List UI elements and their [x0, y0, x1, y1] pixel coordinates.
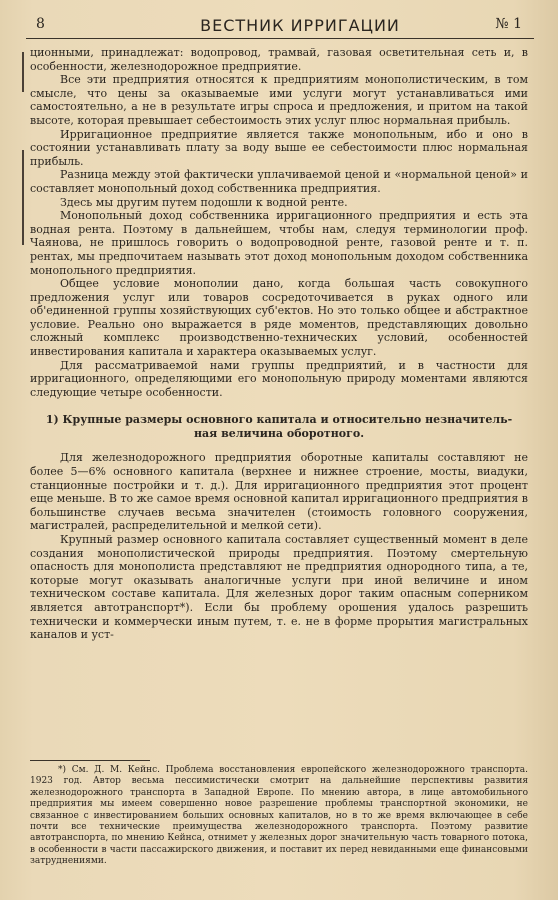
paragraph: ционными, принадлежат: водопровод, трамвай, газовая осветительная сеть и, в особенности, железнодорожное предприятие.: [30, 46, 528, 73]
header-rule: [26, 38, 534, 39]
paragraph: Все эти предприятия относятся к предприятиям монополистическим, в том смысле, что цены за оказываемые ими услуги могут устанавливаться ими самостоятельно, а не в результате игры спроса и предложения, и притом на такой высоте, которая превышает себестоимость этих услуг плюс нормальная прибыль.: [30, 73, 528, 127]
journal-title: ВЕСТНИК ИРРИГАЦИИ: [200, 16, 400, 35]
section-heading-line: 1) Крупные размеры основного капитала и относительно незначитель-: [45, 413, 513, 427]
paragraph: Крупный размер основного капитала составляет существенный момент в деле создания монополистической природы предприятия. Поэтому смертельную опасность для монополиста представляют не предприятия однородного типа, а те, которые могут оказывать аналогичные услуги при иной величине и ином техническом составе капитала. Для железных дорог таким опасным соперником является автотранспорт*). Если бы проблему орошения удалось разрешить технически и коммерчески иным путем, т. е. не в форме прорытия магистральных каналов и уст-: [30, 533, 528, 642]
section-heading-line: ная величина оборотного.: [193, 427, 365, 441]
margin-mark: [22, 52, 24, 92]
page-number: 8: [36, 16, 45, 32]
margin-mark: [22, 150, 24, 245]
issue-number: № 1: [495, 16, 522, 32]
footnote: [30, 765, 528, 868]
paragraph: Для железнодорожного предприятия оборотные капиталы составляют не более 5—6% основного капитала (верхнее и нижнее строение, мосты, виадуки, станционные постройки и т. д.). Для ирригационного предприятия этот процент еще меньше. В то же самое время основной капитал ирригационного предприятия в большинстве случаев весьма значителен (стоимость головного сооружения, магистралей, распределительной и мелкой сети).: [30, 451, 528, 533]
footnote-text: *) См. Д. М. Кейнс. Проблема восстановления европейского железнодорожного транспорта. 1923 год. Автор весьма пессимистически смотрит на дальнейшие перспективы развития железнодорожного транспорта в Западной Европе. По мнению автора, в лице автомобильного предприятия мы имеем совершенно новое разрешение проблемы транспортной экономики, не связанное с инвестированием больших основных капиталов, но в то же время включающее в себе почти все технические преимущества железнодорожного транспорта. Поэтому развитие автотранспорта, по мнению Кейнса, отнимет у железных дорог значительную часть товарного потока, в особенности в части пассажирского движения, и поставит их перед невиданными еще финансовыми затруднениями.: [30, 765, 528, 867]
paragraph: Здесь мы другим путем подошли к водной ренте.: [60, 195, 348, 209]
paragraph: Общее условие монополии дано, когда большая часть совокупного предложения услуг или товаров сосредоточивается в руках одного или об'единенной группы хозяйствующих суб'ектов. Но это только общее и абстрактное условие. Реально оно выражается в ряде моментов, представляющих довольно сложный комплекс производственно-технических условий, особенностей инвестирования капитала и характера оказываемых услуг.: [30, 277, 528, 359]
page-header: [0, 0, 558, 40]
paragraph: Разница между этой фактически уплачиваемой ценой и «нормальной ценой» и составляет монопольный доход собственника предприятия.: [30, 168, 528, 195]
main-text: [30, 46, 528, 642]
footnote-rule: [30, 760, 150, 761]
paragraph: Для рассматриваемой нами группы предприятий, и в частности для ирригационного, определяющими его монопольную природу моментами являются следующие четыре особенности.: [30, 358, 528, 399]
section-heading: [30, 413, 528, 441]
paragraph: Монопольный доход собственника ирригационного предприятия и есть эта водная рента. Поэтому в дальнейшем, чтобы нам, следуя терминологии проф. Чаянова, не пришлось говорить о водопроводной ренте, газовой ренте и т. п. рентах, мы предпочитаем называть этот доход монопольным доходом собственника монопольного предприятия.: [30, 209, 528, 277]
paragraph: Ирригационное предприятие является также монопольным, ибо и оно в состоянии устанавливать плату за воду выше ее себестоимости плюс нормальная прибыль.: [30, 127, 528, 168]
